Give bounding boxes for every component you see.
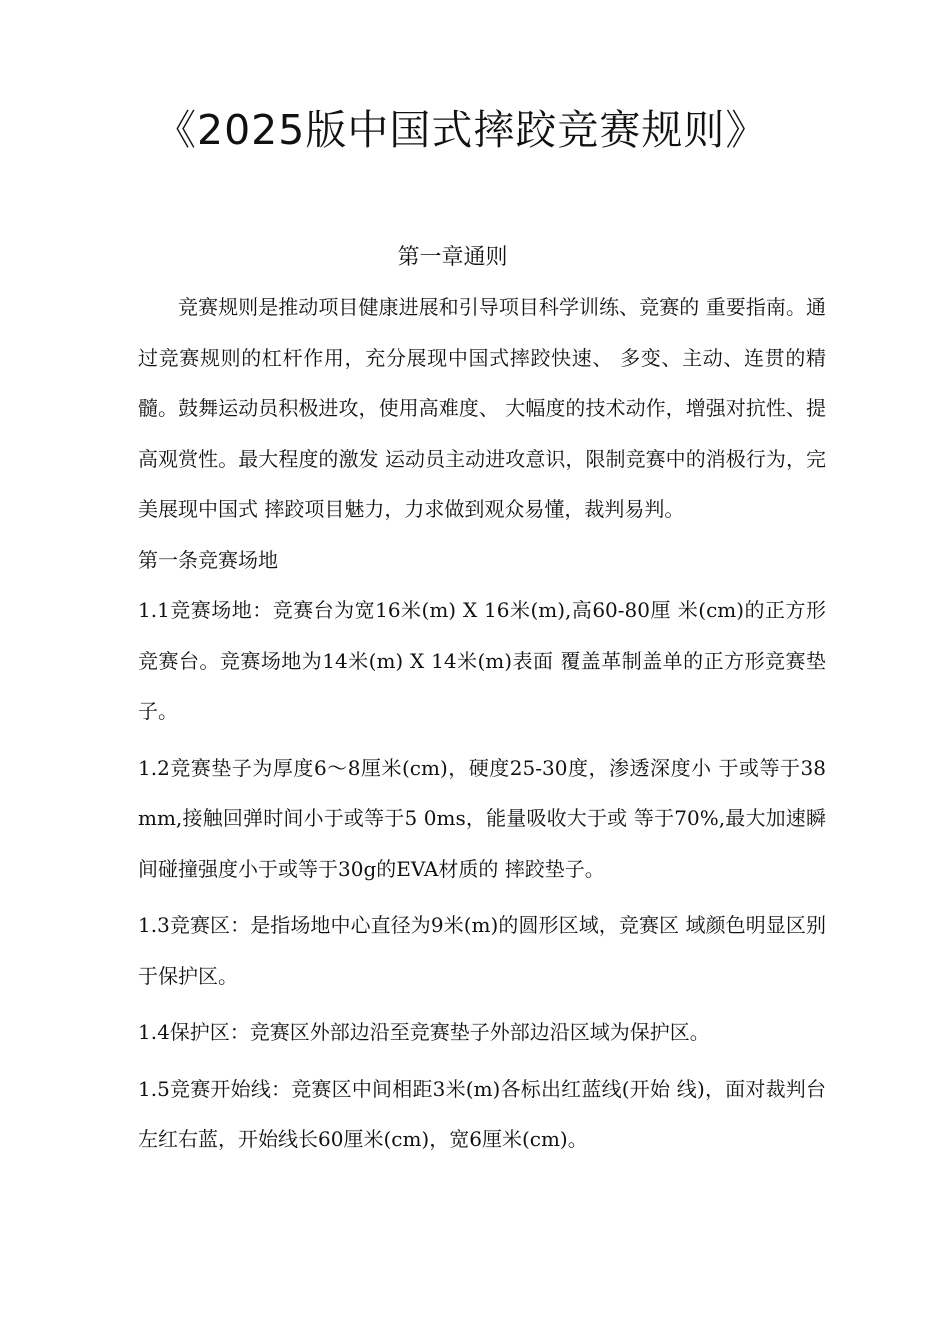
article-heading: 第一条竞赛场地 [138,547,278,572]
document-body [138,282,826,1165]
clause-1-3: 1.3竞赛区：是指场地中心直径为9米(m)的圆形区域，竞赛区 域颜色明显区别于保护区。 [138,913,826,988]
clause-1-2: 1.2竞赛垫子为厚度6〜8厘米(cm)，硬度25-30度，渗透深度小 于或等于38mm,接触回弹时间小于或等于5 0ms，能量吸收大于或 等于70%,最大加速瞬间碰撞强度小于或等于30g的EVA材质的 摔跤垫子。 [138,755,826,881]
clause-1-1: 1.1竞赛场地：竞赛台为宽16米(m) X 16米(m),高60-80厘 米(cm)的正方形竞赛台。竞赛场地为14米(m) X 14米(m)表面 覆盖革制盖单的正方形竞赛垫子。 [138,598,826,723]
document-title: 《2025版中国式摔跤竞赛规则》 [155,106,768,154]
clause-1-4: 1.4保护区：竞赛区外部边沿至竞赛垫子外部边沿区域为保护区。 [138,1020,710,1044]
intro-paragraph: 竞赛规则是推动项目健康进展和引导项目科学训练、竞赛的 重要指南。通过竞赛规则的杠杆作用，充分展现中国式摔跤快速、 多变、主动、连贯的精髓。鼓舞运动员积极进攻，使用高难度、 大幅度的技术动作，增强对抗性、提高观赏性。最大程度的激发 运动员主动进攻意识，限制竞赛中的消极行为，完美展现中国式 摔跤项目魅力，力求做到观众易懂，裁判易判。 [138,295,826,521]
chapter-heading: 第一章通则 [397,245,508,270]
clause-1-5: 1.5竞赛开始线：竞赛区中间相距3米(m)各标出红蓝线(开始 线)，面对裁判台左红右蓝，开始线长60厘米(cm)，宽6厘米(cm)。 [138,1076,826,1151]
